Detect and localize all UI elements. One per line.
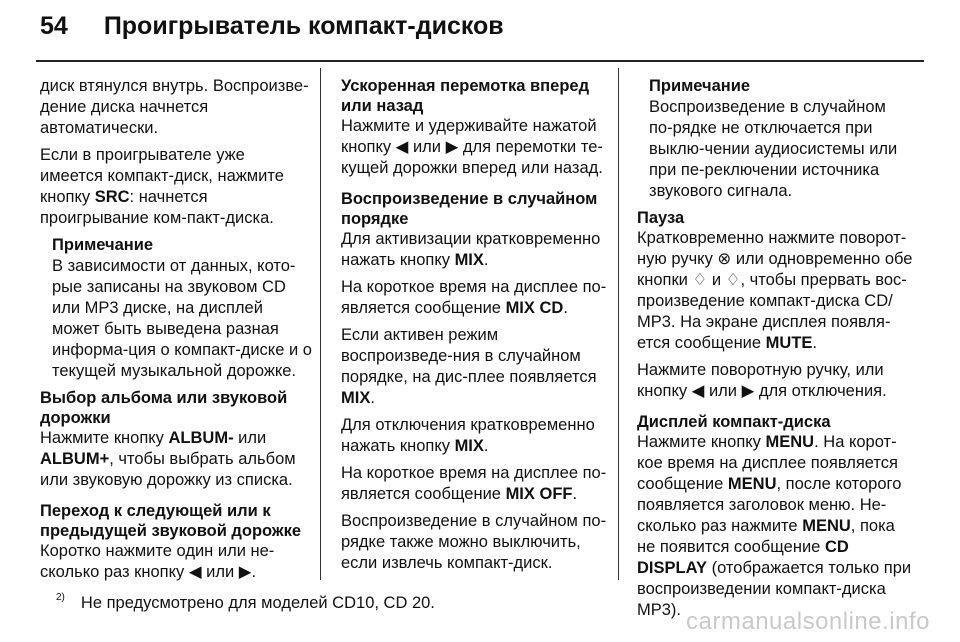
section-heading: Дисплей компакт-диска (637, 413, 831, 431)
watermark: carmanualsonline.info (686, 608, 930, 635)
column-divider (618, 68, 619, 580)
page-number: 54 (40, 12, 68, 40)
section-heading: Выбор альбома или звуковой дорожки (40, 389, 288, 427)
paragraph: Нажмите кнопку ALBUM- или ALBUM+, чтобы выбрать альбом или звуковую дорожку из списка. (40, 429, 296, 489)
paragraph: На короткое время на дисплее по-является сообщение MIX OFF. (341, 464, 607, 503)
section-heading: Воспроизведение в случайном порядке (341, 190, 598, 228)
note-title: Примечание (649, 77, 751, 95)
section-heading: Переход к следующей или к предыдущей звуковой дорожке (40, 502, 302, 540)
seek-up-icon: ♢ (692, 271, 708, 289)
paragraph: Кратковременно нажмите поворот-ную ручку ⊗ или одновременно обе кнопки ♢ и ♢, чтобы прервать вос-произведение компакт-диска CD/ MP3. На экране дисплея появля-ется сообщение MUTE. (637, 229, 913, 352)
section-heading: Ускоренная перемотка вперед или назад (341, 77, 590, 115)
page-title: Проигрыватель компакт-дисков (103, 12, 504, 40)
footnote (56, 592, 435, 613)
section-heading: Пауза (637, 209, 685, 227)
note-text: Воспроизведение в случайном по-рядке не отключается при выклю-чении аудиосистемы или при пе-реключении источника звукового сигнала. (649, 98, 898, 200)
column-divider (320, 68, 321, 580)
paragraph: Нажмите кнопку MENU. На корот-кое время на дисплее появляется сообщение MENU, после которого появляется заголовок меню. Не-сколько раз нажмите MENU, пока не появится сообщение CD DISPLAY (отображается только при воспроизведении компакт-диска MP3). (637, 433, 912, 619)
paragraph: Воспроизведение в случайном по-рядке также можно выключить, если извлечь компакт-диск. (341, 512, 607, 572)
paragraph: Если активен режим воспроизведе-ния в случайном порядке, на дис-плее появляется MIX. (341, 326, 597, 407)
column-3 (637, 76, 913, 627)
paragraph: Коротко нажмите один или не-сколько раз кнопку ◀ или ▶. (40, 542, 275, 581)
paragraph: Для отключения кратковременно нажать кнопку MIX. (341, 416, 595, 455)
footnote-text: Не предусмотрено для моделей CD10, CD 20. (80, 594, 435, 612)
note-text: В зависимости от данных, кото-рые записаны на звуковом CD или MP3 диске, на дисплей может быть выведена разная информа-ция о компакт-диске и о текущей музыкальной дорожке. (52, 257, 312, 380)
paragraph: Для активизации кратковременно нажать кнопку MIX. (341, 230, 601, 269)
page-header (40, 12, 504, 41)
note-block (649, 76, 913, 202)
rotary-knob-icon: ⊗ (717, 250, 732, 268)
footnote-marker: 2) (56, 592, 65, 603)
paragraph: Если в проигрывателе уже имеется компакт-диск, нажмите кнопку SRC: начнется проигрывание ком-пакт-диска. (40, 146, 284, 227)
column-1 (40, 76, 312, 589)
paragraph: Нажмите и удерживайте нажатой кнопку ◀ или ▶ для перемотки те-кущей дорожки вперед или назад. (341, 117, 603, 177)
paragraph: диск втянулся внутрь. Воспроизве-дение диска начнется автоматически. (40, 77, 309, 137)
note-block (52, 235, 312, 382)
seek-down-icon: ♢ (725, 271, 741, 289)
column-2 (341, 76, 609, 580)
paragraph: Нажмите поворотную ручку, или кнопку ◀ или ▶ для отключения. (637, 361, 887, 400)
paragraph: На короткое время на дисплее по-является сообщение MIX CD. (341, 278, 607, 317)
header-rule (36, 60, 924, 62)
note-title: Примечание (52, 236, 154, 254)
